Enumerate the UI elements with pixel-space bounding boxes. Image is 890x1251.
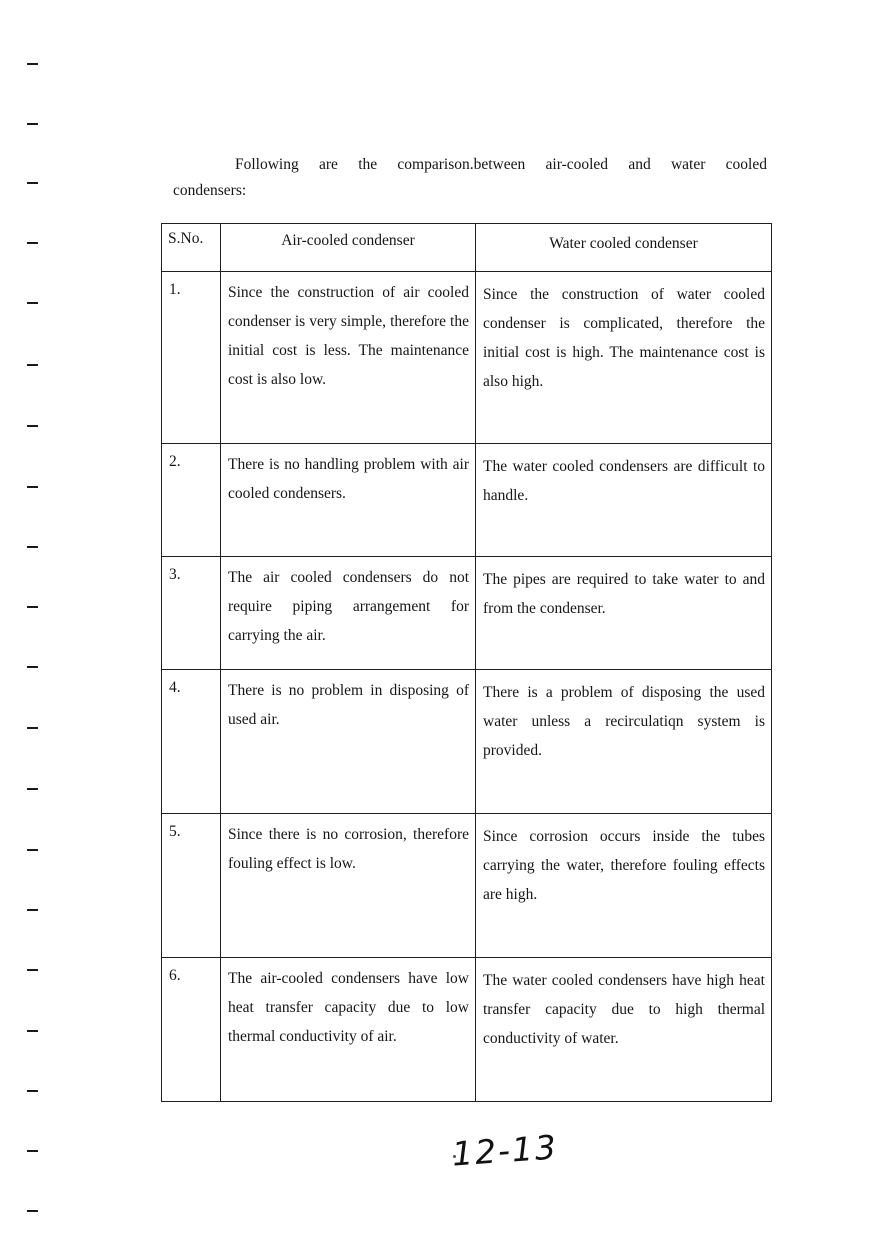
row-sno: 1. — [162, 272, 221, 444]
row-air-cooled: The air cooled condensers do not require piping arrangement for carrying the air. — [221, 557, 476, 670]
margin-tick — [27, 666, 38, 668]
margin-tick — [27, 1090, 38, 1092]
row-water-cooled: The water cooled condensers have high heat transfer capacity due to high thermal conductivity of water. — [476, 958, 772, 1102]
row-sno: 2. — [162, 444, 221, 557]
row-sno: 4. — [162, 670, 221, 814]
margin-tick — [27, 123, 38, 125]
row-sno: 5. — [162, 814, 221, 958]
margin-tick — [27, 302, 38, 304]
table-row — [162, 444, 772, 557]
row-air-cooled: There is no problem in disposing of used air. — [221, 670, 476, 814]
margin-tick — [27, 1030, 38, 1032]
margin-tick — [27, 1150, 38, 1152]
row-water-cooled: The water cooled condensers are difficult to handle. — [476, 444, 772, 557]
row-water-cooled: There is a problem of disposing the used water unless a recirculatiqn system is provided. — [476, 670, 772, 814]
margin-tick-marks — [27, 0, 39, 1251]
row-air-cooled: The air-cooled condensers have low heat transfer capacity due to low thermal conductivity of air. — [221, 958, 476, 1102]
table-row — [162, 670, 772, 814]
intro-paragraph: Following are the comparison.between air-cooled and water cooled condensers: — [173, 156, 767, 199]
row-sno: 6. — [162, 958, 221, 1102]
margin-tick — [27, 182, 38, 184]
header-sno: S.No. — [162, 224, 221, 272]
margin-tick — [27, 364, 38, 366]
row-air-cooled: Since the construction of air cooled condenser is very simple, therefore the initial cost is less. The maintenance cost is also low. — [221, 272, 476, 444]
handwritten-page-number: 12-13 — [450, 1127, 560, 1174]
margin-tick — [27, 788, 38, 790]
table-row — [162, 272, 772, 444]
margin-tick — [27, 486, 38, 488]
margin-tick — [27, 849, 38, 851]
margin-tick — [27, 425, 38, 427]
row-water-cooled: Since corrosion occurs inside the tubes carrying the water, therefore fouling effects are high. — [476, 814, 772, 958]
margin-tick — [27, 63, 38, 65]
margin-tick — [27, 242, 38, 244]
comparison-table — [161, 223, 772, 1102]
margin-tick — [27, 909, 38, 911]
table-header-row — [162, 224, 772, 272]
row-water-cooled: Since the construction of water cooled condenser is complicated, therefore the initial cost is high. The maintenance cost is also high. — [476, 272, 772, 444]
margin-tick — [27, 1210, 38, 1212]
table-row — [162, 814, 772, 958]
margin-tick — [27, 969, 38, 971]
row-air-cooled: There is no handling problem with air cooled condensers. — [221, 444, 476, 557]
row-sno: 3. — [162, 557, 221, 670]
header-water-cooled: Water cooled condenser — [476, 224, 772, 272]
margin-tick — [27, 727, 38, 729]
margin-tick — [27, 546, 38, 548]
table-row — [162, 557, 772, 670]
row-water-cooled: The pipes are required to take water to and from the condenser. — [476, 557, 772, 670]
row-air-cooled: Since there is no corrosion, therefore fouling effect is low. — [221, 814, 476, 958]
table-row — [162, 958, 772, 1102]
header-air-cooled: Air-cooled condenser — [221, 224, 476, 272]
margin-tick — [27, 606, 38, 608]
